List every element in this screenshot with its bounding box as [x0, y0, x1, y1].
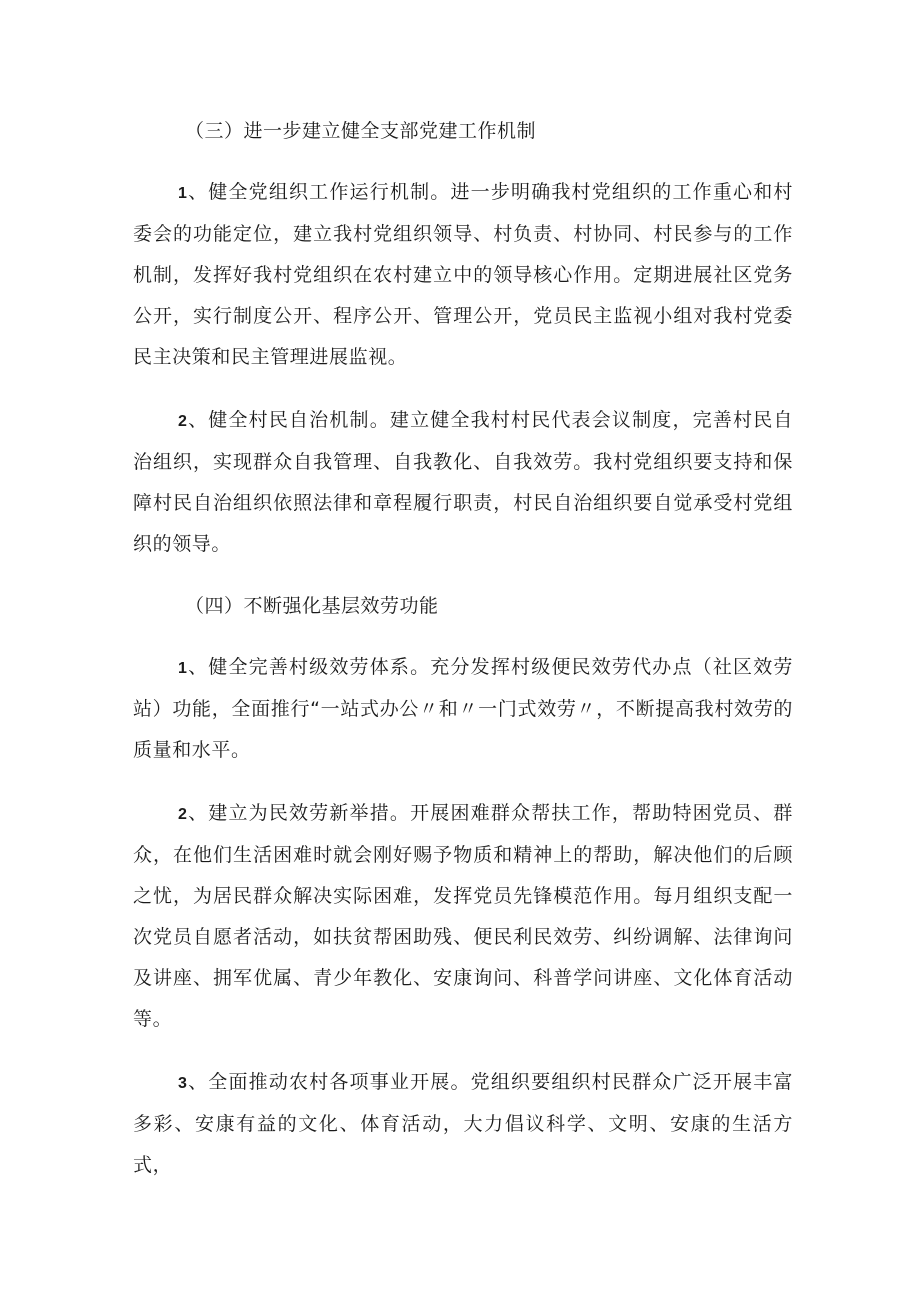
- paragraph-3-1: [133, 172, 793, 378]
- paragraph-3-2: [133, 400, 793, 565]
- item-number: 3: [178, 1075, 188, 1092]
- paragraph-text: 、健全完善村级效劳体系。充分发挥村级便民效劳代办点（社区效劳站）功能，全面推行“一站式办公〃和〃一门式效劳〃，不断提高我村效劳的质量和水平。: [133, 656, 793, 761]
- paragraph-4-1: [133, 647, 793, 771]
- paragraph-text: 、全面推动农村各项事业开展。党组织要组织村民群众广泛开展丰富多彩、安康有益的文化、体育活动，大力倡议科学、文明、安康的生活方式，: [133, 1071, 793, 1176]
- item-number: 2: [178, 413, 188, 430]
- paragraph-text: 、健全村民自治机制。建立健全我村村民代表会议制度，完善村民自治组织，实现群众自我管理、自我教化、自我效劳。我村党组织要支持和保障村民自治组织依照法律和章程履行职责，村民自治组织要自觉承受村党组织的领导。: [133, 409, 793, 555]
- paragraph-text: 、建立为民效劳新举措。开展困难群众帮扶工作，帮助特困党员、群众，在他们生活困难时就会刚好赐予物质和精神上的帮助，解决他们的后顾之忧，为居民群众解决实际困难，发挥党员先锋模范作用。每月组织支配一次党员自愿者活动，如扶贫帮困助残、便民利民效劳、纠纷调解、法律询问及讲座、拥军优属、青少年教化、安康询问、科普学问讲座、文化体育活动等。: [133, 802, 793, 1030]
- paragraph-4-2: [133, 793, 793, 1040]
- item-number: 1: [178, 660, 188, 677]
- paragraph-4-3: [133, 1062, 793, 1186]
- item-number: 1: [178, 185, 188, 202]
- item-number: 2: [178, 806, 188, 823]
- paragraph-text: 、健全党组织工作运行机制。进一步明确我村党组织的工作重心和村委会的功能定位，建立我村党组织领导、村负责、村协同、村民参与的工作机制，发挥好我村党组织在农村建立中的领导核心作用。定期进展社区党务公开，实行制度公开、程序公开、管理公开，党员民主监视小组对我村党委民主决策和民主管理进展监视。: [133, 181, 793, 368]
- section-heading-3: （三）进一步建立健全支部党建工作机制: [185, 120, 537, 142]
- section-heading-4: （四）不断强化基层效劳功能: [185, 595, 439, 617]
- document-body: [133, 112, 793, 1208]
